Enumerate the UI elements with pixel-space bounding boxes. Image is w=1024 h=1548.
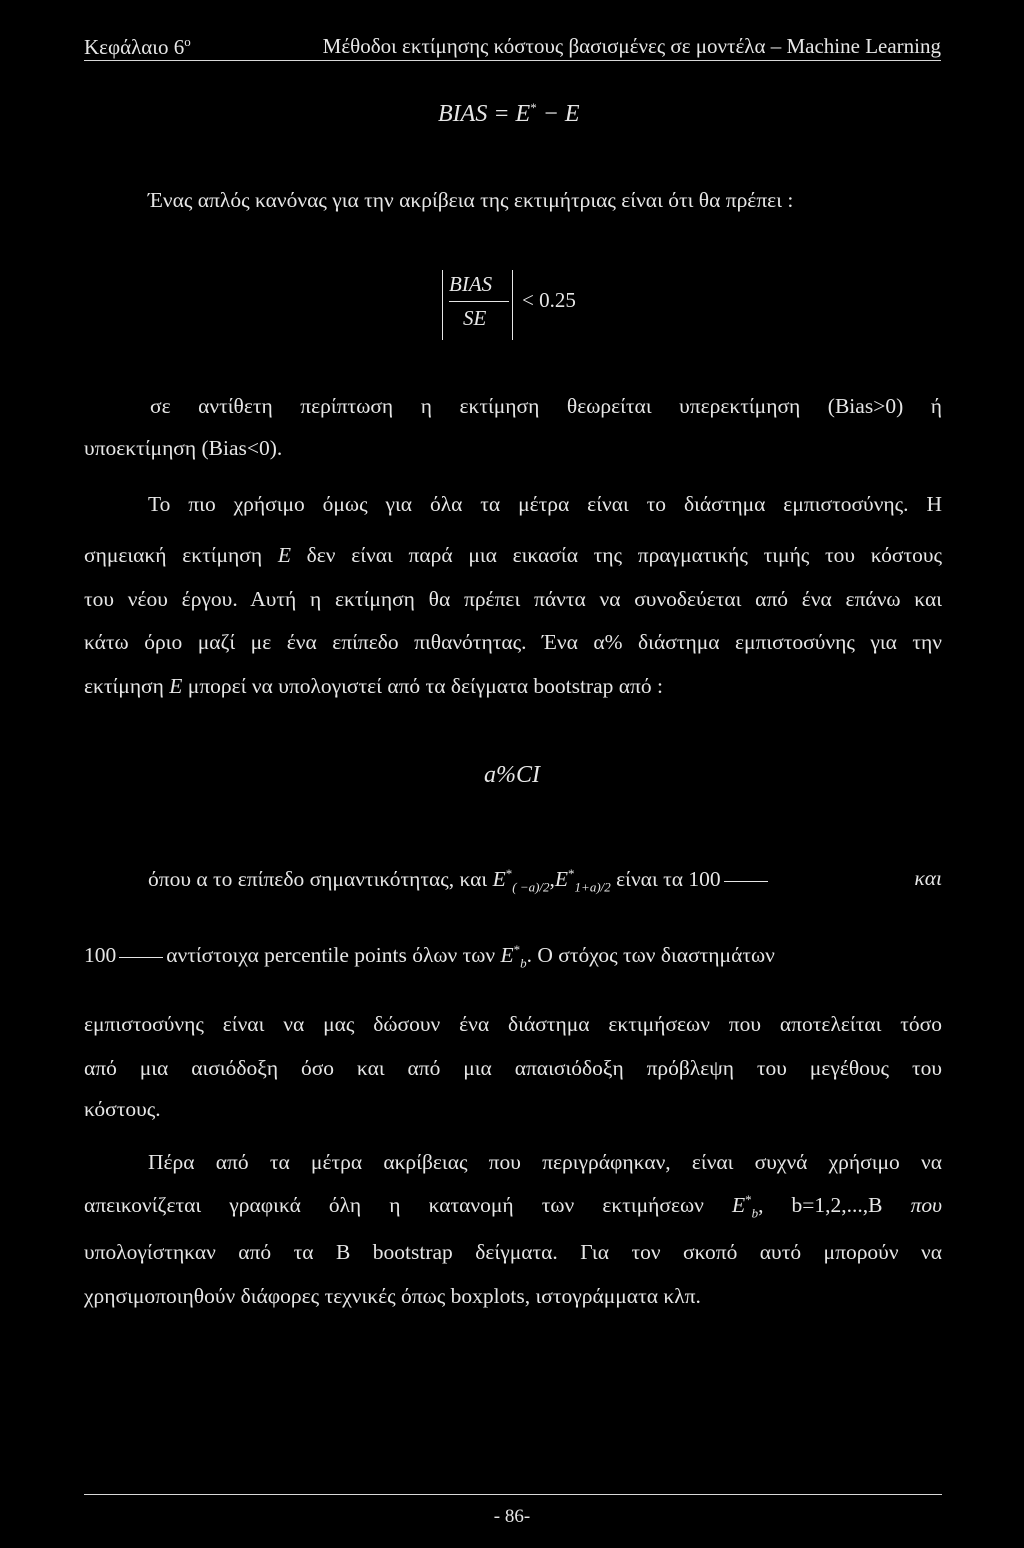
- para4-line2: [84, 1192, 942, 1221]
- para4-line2-b: , b=1,2,...,B: [758, 1193, 911, 1218]
- lower-percentile-star: *: [505, 866, 513, 881]
- para4-line4: χρησιμοποιηθούν διάφορες τεχνικές όπως boxplots, ιστογράμματα κλπ.: [84, 1284, 701, 1308]
- para2-line2-b: δεν είναι παρά μια εικασία της πραγματικής τιμής του κόστους: [290, 543, 943, 567]
- para2-line5-a: εκτίμηση: [84, 674, 170, 698]
- chapter-superscript: ο: [184, 34, 191, 49]
- header-rule: [84, 60, 941, 61]
- bias-equals: =: [487, 101, 516, 127]
- bootstrap-estimate-star: *: [513, 942, 521, 957]
- para4-line3: υπολογίστηκαν από τα B bootstrap δείγματα. Για τον σκοπό αυτό μπορούν να: [84, 1240, 942, 1264]
- footer-rule: [84, 1494, 942, 1495]
- abs-bar-left: [442, 270, 443, 340]
- chapter-label: [84, 34, 191, 60]
- ratio-fraction-bar: [449, 301, 509, 302]
- para3-line1-b: είναι τα 100: [610, 867, 721, 892]
- estimates-e: E: [731, 1193, 746, 1218]
- bias-minus-e: − E: [536, 101, 580, 127]
- para3-line5: κόστους.: [84, 1097, 161, 1121]
- ratio-comparison: < 0.25: [522, 288, 576, 312]
- para2-line4: κάτω όριο μαζί με ένα επίπεδο πιθανότητας. Ένα α% διάστημα εμπιστοσύνης για την: [84, 630, 942, 654]
- para1-line2: υποεκτίμηση (Bias<0).: [84, 436, 283, 460]
- bias-star: *: [530, 100, 537, 115]
- bootstrap-estimate-sub: b: [520, 955, 527, 971]
- para3-line3: εμπιστοσύνης είναι να μας δώσουν ένα διάστημα εκτιμήσεων που αποτελείται τόσο: [84, 1012, 942, 1036]
- ratio-denominator: SE: [463, 306, 487, 330]
- ci-formula: a%CI: [484, 762, 540, 788]
- para3-line2-a: 100: [84, 943, 117, 968]
- point-estimate-e: E: [277, 543, 291, 567]
- para2-line1: Το πιο χρήσιμο όμως για όλα τα μέτρα είναι το διάστημα εμπιστοσύνης. Η: [148, 492, 942, 516]
- bias-formula: [438, 100, 580, 128]
- ratio-numerator: BIAS: [449, 272, 493, 296]
- fraction-placeholder-dash: [724, 881, 768, 882]
- lower-percentile-e: E: [492, 867, 506, 892]
- para2-line2-a: σημειακή εκτίμηση: [84, 543, 278, 567]
- bootstrap-estimate-e: E: [500, 943, 514, 968]
- para2-line3: του νέου έργου. Αυτή η εκτίμηση θα πρέπει πάντα να συνοδεύεται από ένα επάνω και: [84, 587, 942, 611]
- bias-e-star: E: [515, 101, 531, 127]
- chapter-text: Κεφάλαιο 6: [84, 35, 185, 59]
- page-number: - 86-: [493, 1506, 531, 1527]
- abs-bar-right: [512, 270, 513, 340]
- lower-percentile-sub: ( −a)/2: [512, 879, 550, 895]
- para2-line5-b: μπορεί να υπολογιστεί από τα δείγματα bootstrap από :: [182, 674, 663, 698]
- bias-lhs: BIAS: [438, 101, 488, 127]
- estimates-star: *: [745, 1192, 752, 1207]
- running-title: Μέθοδοι εκτίμησης κόστους βασισμένες σε μοντέλα – Machine Learning: [322, 34, 941, 58]
- para4-line2-a: απεικονίζεται γραφικά όλη η κατανομή των εκτιμήσεων: [84, 1193, 732, 1218]
- upper-percentile-sub: 1+a)/2: [574, 879, 611, 895]
- para3-line1: [148, 866, 771, 895]
- upper-percentile-star: *: [568, 866, 575, 881]
- para1-line1: σε αντίθετη περίπτωση η εκτίμηση θεωρείται υπερεκτίμηση (Bias>0) ή: [150, 394, 942, 418]
- para4-line2-c: που: [910, 1193, 942, 1218]
- estimate-e: E: [169, 674, 183, 698]
- para3-line1-and: και: [914, 866, 942, 890]
- para3-line2: [84, 942, 942, 971]
- rule-intro: Ένας απλός κανόνας για την ακρίβεια της εκτιμήτριας είναι ότι θα πρέπει :: [148, 188, 794, 212]
- para3-line2-b: αντίστοιχα percentile points όλων των: [166, 943, 501, 968]
- para3-line2-c: . Ο στόχος των διαστημάτων: [526, 943, 775, 968]
- para2-line2: [84, 543, 942, 568]
- upper-percentile-e: E: [554, 867, 569, 892]
- fraction-placeholder-dash-2: [119, 957, 163, 958]
- percentile-comma: ,: [549, 867, 555, 892]
- para2-line5: [84, 674, 942, 699]
- para3-line4: από μια αισιόδοξη όσο και από μια απαισιόδοξη πρόβλεψη του μεγέθους του: [84, 1056, 942, 1080]
- para3-line1-a: όπου α το επίπεδο σημαντικότητας, και: [148, 867, 493, 892]
- para4-line1: Πέρα από τα μέτρα ακρίβειας που περιγράφηκαν, είναι συχνά χρήσιμο να: [148, 1150, 942, 1174]
- estimates-sub: b: [751, 1205, 759, 1221]
